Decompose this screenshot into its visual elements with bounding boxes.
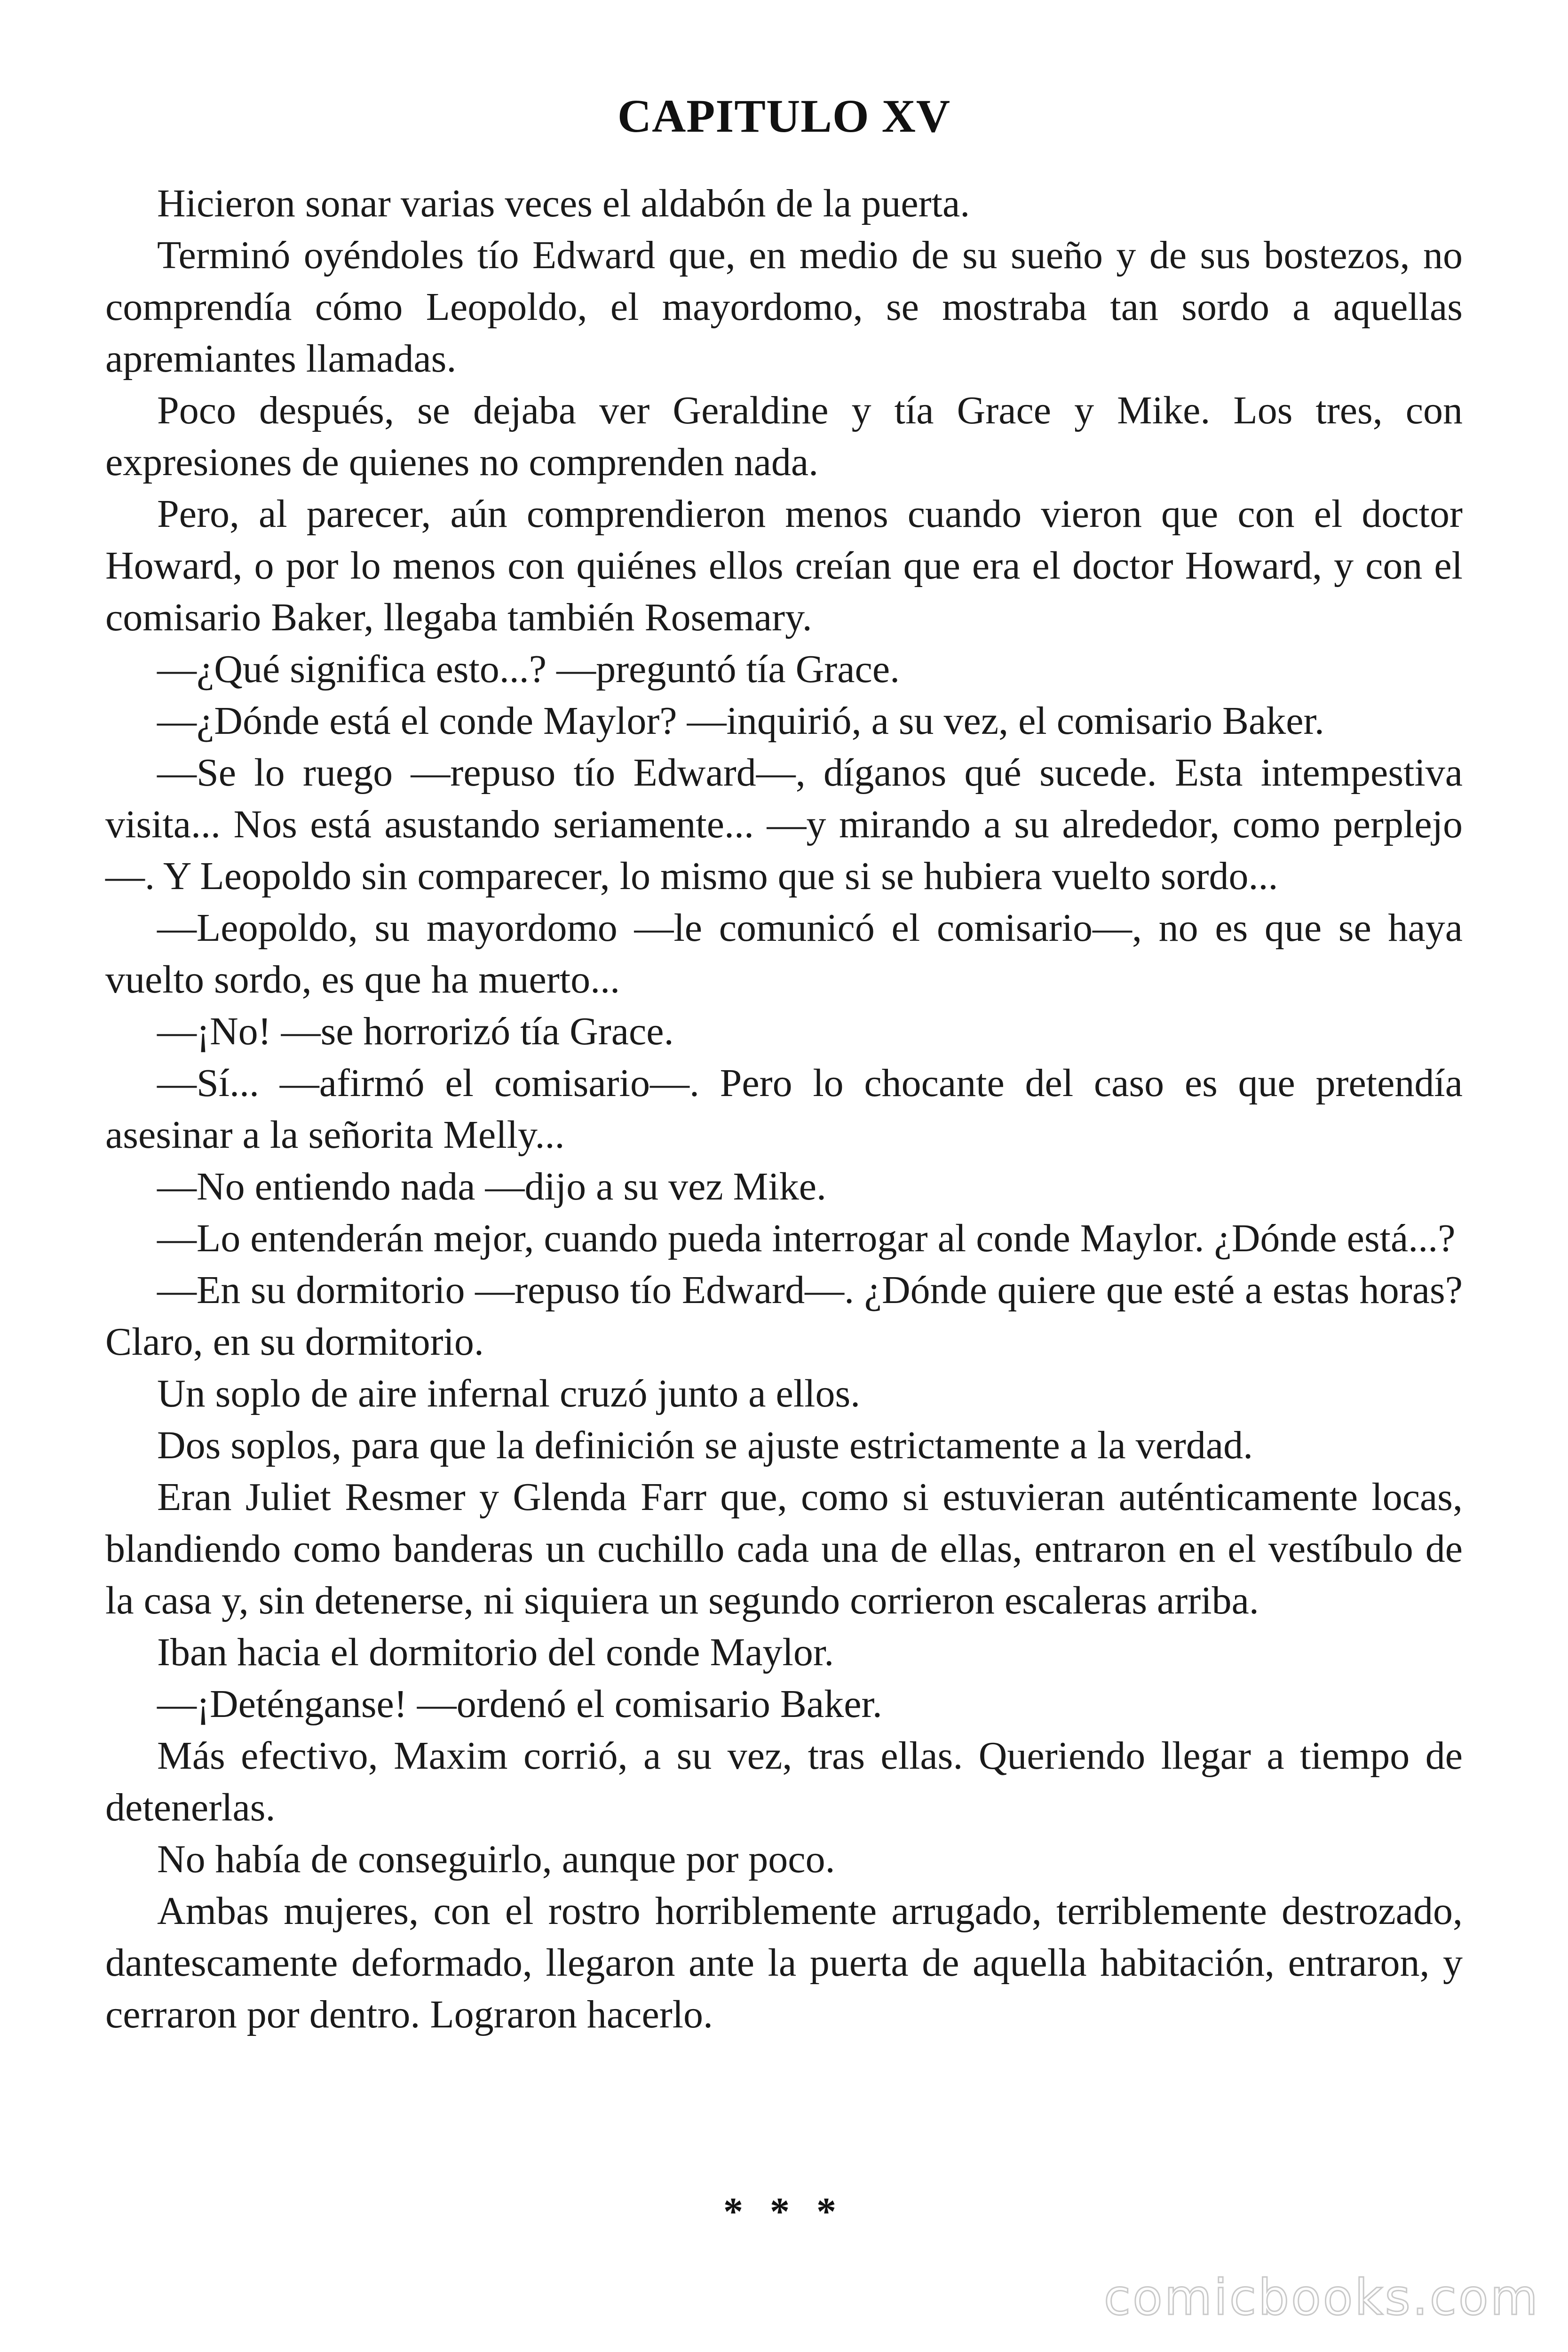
section-separator: * * * [723,2190,845,2233]
paragraph: Eran Juliet Resmer y Glenda Farr que, como si estuvieran auténticamente locas, blandiendo como banderas un cuchillo cada una de ellas, entraron en el vestíbulo de la casa y, sin detenerse, ni siquiera un segundo corrieron escaleras arriba. [105,1475,1463,1622]
chapter-title: CAPITULO XV [617,90,951,142]
paragraph: —En su dormitorio —repuso tío Edward—. ¿Dónde quiere que esté a estas horas? Claro, en su dormitorio. [105,1268,1463,1364]
paragraph: —Se lo ruego —repuso tío Edward—, díganos qué sucede. Esta intempestiva visita... Nos está asustando seriamente... —y mirando a su alrededor, como perplejo—. Y Leopoldo sin comparecer, lo mismo que si se hubiera vuelto sordo... [105,751,1463,898]
paragraph: Más efectivo, Maxim corrió, a su vez, tras ellas. Queriendo llegar a tiempo de detenerlas. [105,1734,1463,1829]
paragraph: —¡Deténganse! —ordenó el comisario Baker. [157,1682,882,1726]
paragraph: Hicieron sonar varias veces el aldabón de la puerta. [157,182,970,225]
paragraph: Terminó oyéndoles tío Edward que, en medio de su sueño y de sus bostezos, no comprendía cómo Leopoldo, el mayordomo, se mostraba tan sordo a aquellas apremiantes llamadas. [105,233,1463,381]
paragraph: —No entiendo nada —dijo a su vez Mike. [157,1165,826,1208]
paragraph: Iban hacia el dormitorio del conde Maylor. [157,1630,834,1674]
paragraph: No había de conseguirlo, aunque por poco. [157,1837,835,1881]
paragraph: Un soplo de aire infernal cruzó junto a ellos. [157,1372,861,1415]
chapter-body [105,178,1463,2041]
paragraph: Dos soplos, para que la definición se ajuste estrictamente a la verdad. [157,1423,1253,1467]
paragraph: —Lo entenderán mejor, cuando pueda interrogar al conde Maylor. ¿Dónde está...? [157,1216,1456,1260]
paragraph: —Sí... —afirmó el comisario—. Pero lo chocante del caso es que pretendía asesinar a la señorita Melly... [105,1061,1463,1157]
paragraph: —¿Dónde está el conde Maylor? —inquirió, a su vez, el comisario Baker. [157,699,1324,743]
paragraph: —¿Qué significa esto...? —preguntó tía Grace. [157,647,900,691]
watermark: comicbooks.com [1103,2269,1540,2326]
paragraph: —Leopoldo, su mayordomo —le comunicó el comisario—, no es que se haya vuelto sordo, es que ha muerto... [105,906,1463,1001]
paragraph: Pero, al parecer, aún comprendieron menos cuando vieron que con el doctor Howard, o por lo menos con quiénes ellos creían que era el doctor Howard, y con el comisario Baker, llegaba también Rosemary. [105,492,1463,639]
paragraph: Poco después, se dejaba ver Geraldine y tía Grace y Mike. Los tres, con expresiones de quienes no comprenden nada. [105,389,1463,484]
paragraph: Ambas mujeres, con el rostro horriblemente arrugado, terriblemente destrozado, dantescamente deformado, llegaron ante la puerta de aquella habitación, entraron, y cerraron por dentro. Lograron hacerlo. [105,1889,1463,2036]
paragraph: —¡No! —se horrorizó tía Grace. [157,1009,674,1053]
